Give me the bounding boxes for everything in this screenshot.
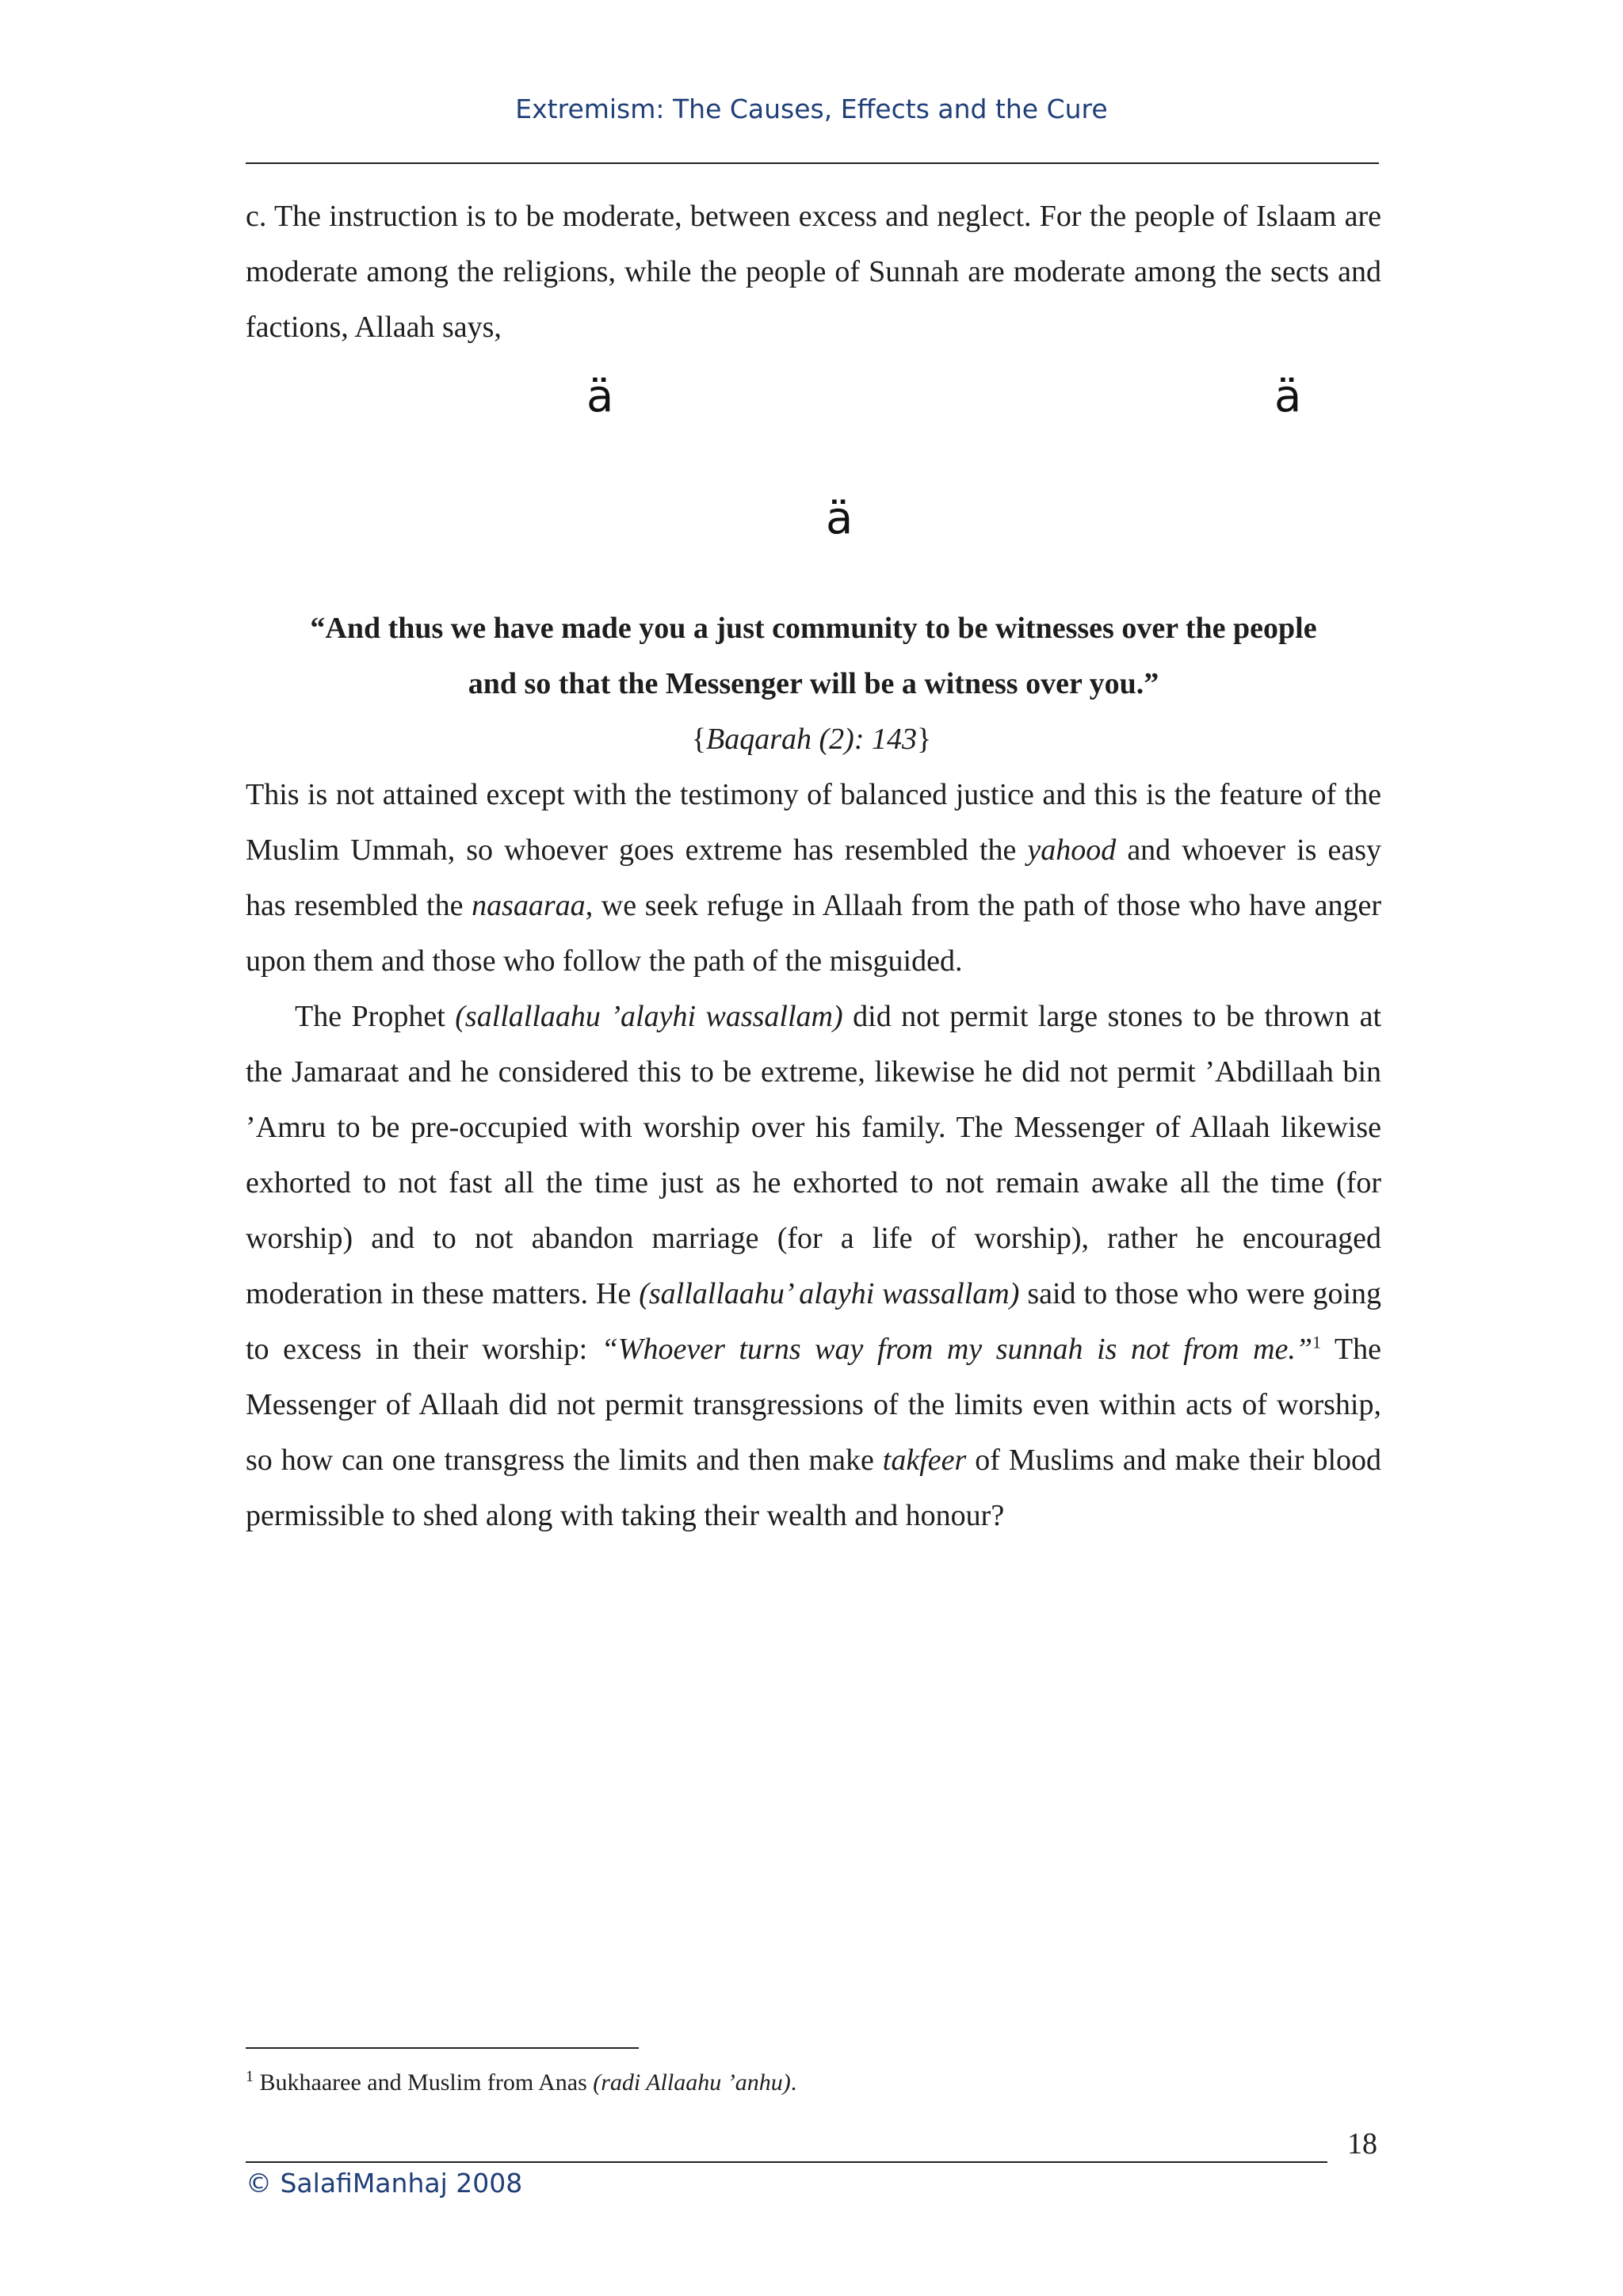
header-rule	[246, 162, 1379, 164]
p3-text-4: The Messenger of Allaah did not permit transgressions of the limits even within acts of worship, so how can one transgress the limits and then make	[246, 1333, 1381, 1477]
header-title: Extremism: The Causes, Effects and the Cure	[515, 93, 1108, 124]
p3-salutation-1: (sallallaahu ’alayhi wassallam)	[455, 1000, 843, 1033]
ref-close-brace: }	[916, 723, 932, 756]
p3-text-5: of Muslims and make their blood permissible to shed along with taking their wealth and honour?	[246, 1444, 1382, 1532]
quote-line-1: “And thus we have made you a just community to be witnesses over the people	[310, 612, 1317, 645]
p3-text-1: The Prophet	[295, 1000, 456, 1033]
p2-text-3: , we seek refuge in Allaah from the path of those who have anger upon them and those who follow the path of the misguided.	[246, 889, 1382, 978]
footer-rule	[246, 2161, 1327, 2163]
quote-line-2: and so that the Messenger will be a witness over you.”	[468, 667, 1159, 700]
footer-copyright: © SalafiManhaj 2008	[246, 2168, 523, 2199]
p3-term-takfeer: takfeer	[882, 1444, 967, 1477]
page-number: 18	[1347, 2127, 1377, 2161]
p3-text-3: said to those who were going to excess in their worship:	[246, 1277, 1381, 1366]
footnote-marker[interactable]: 1	[1312, 1332, 1322, 1352]
footnote	[246, 2060, 796, 2100]
paragraph-3	[246, 989, 1381, 1543]
footnote-text: Bukhaaree and Muslim from Anas	[254, 2069, 594, 2096]
ref-open-brace: {	[691, 723, 707, 756]
arabic-glyph-center: ä	[826, 493, 854, 544]
arabic-glyph-left: ä	[586, 371, 614, 422]
body-block	[246, 767, 1381, 1543]
p3-salutation-2: (sallallaahu’ alayhi wassallam)	[639, 1277, 1020, 1310]
quote-reference	[0, 711, 1623, 767]
intro-paragraph: c. The instruction is to be moderate, between excess and neglect. For the people of Islaam are moderate among the religions, while the people of Sunnah are moderate among the sects and factions, Allaah says,	[246, 200, 1381, 344]
p2-term-yahood: yahood	[1027, 833, 1117, 867]
footnote-rule	[246, 2047, 639, 2049]
quran-quote	[246, 601, 1381, 711]
footnote-italic: (radi Allaahu ’anhu)	[593, 2069, 791, 2096]
p3-text-2: did not permit large stones to be thrown at the Jamaraat and he considered this to be extreme, likewise he did not permit ’Abdillaah bin ’Amru to be pre-occupied with worship over his family. The Messenger of Allaah likewise exhorted to not fast all the time just as he exhorted to not remain awake all the time (for worship) and to not abandon marriage (for a life of worship), rather he encouraged moderation in these matters. He	[246, 1000, 1381, 1310]
intro-block	[246, 189, 1381, 355]
footnote-number: 1	[246, 2068, 254, 2085]
p2-text-1: This is not attained except with the testimony of balanced justice and this is the feature of the Muslim Ummah, so whoever goes extreme has resembled the	[246, 778, 1381, 867]
paragraph-2	[246, 767, 1381, 989]
p2-term-nasaaraa: nasaaraa	[472, 889, 586, 922]
p3-hadith: “Whoever turns way from my sunnah is not from me.”	[601, 1333, 1313, 1366]
arabic-glyph-right: ä	[1274, 371, 1302, 422]
p2-text-2: and whoever is easy has resembled the	[246, 833, 1382, 922]
footnote-end: .	[790, 2069, 797, 2096]
ref-text: Baqarah (2): 143	[706, 723, 917, 756]
